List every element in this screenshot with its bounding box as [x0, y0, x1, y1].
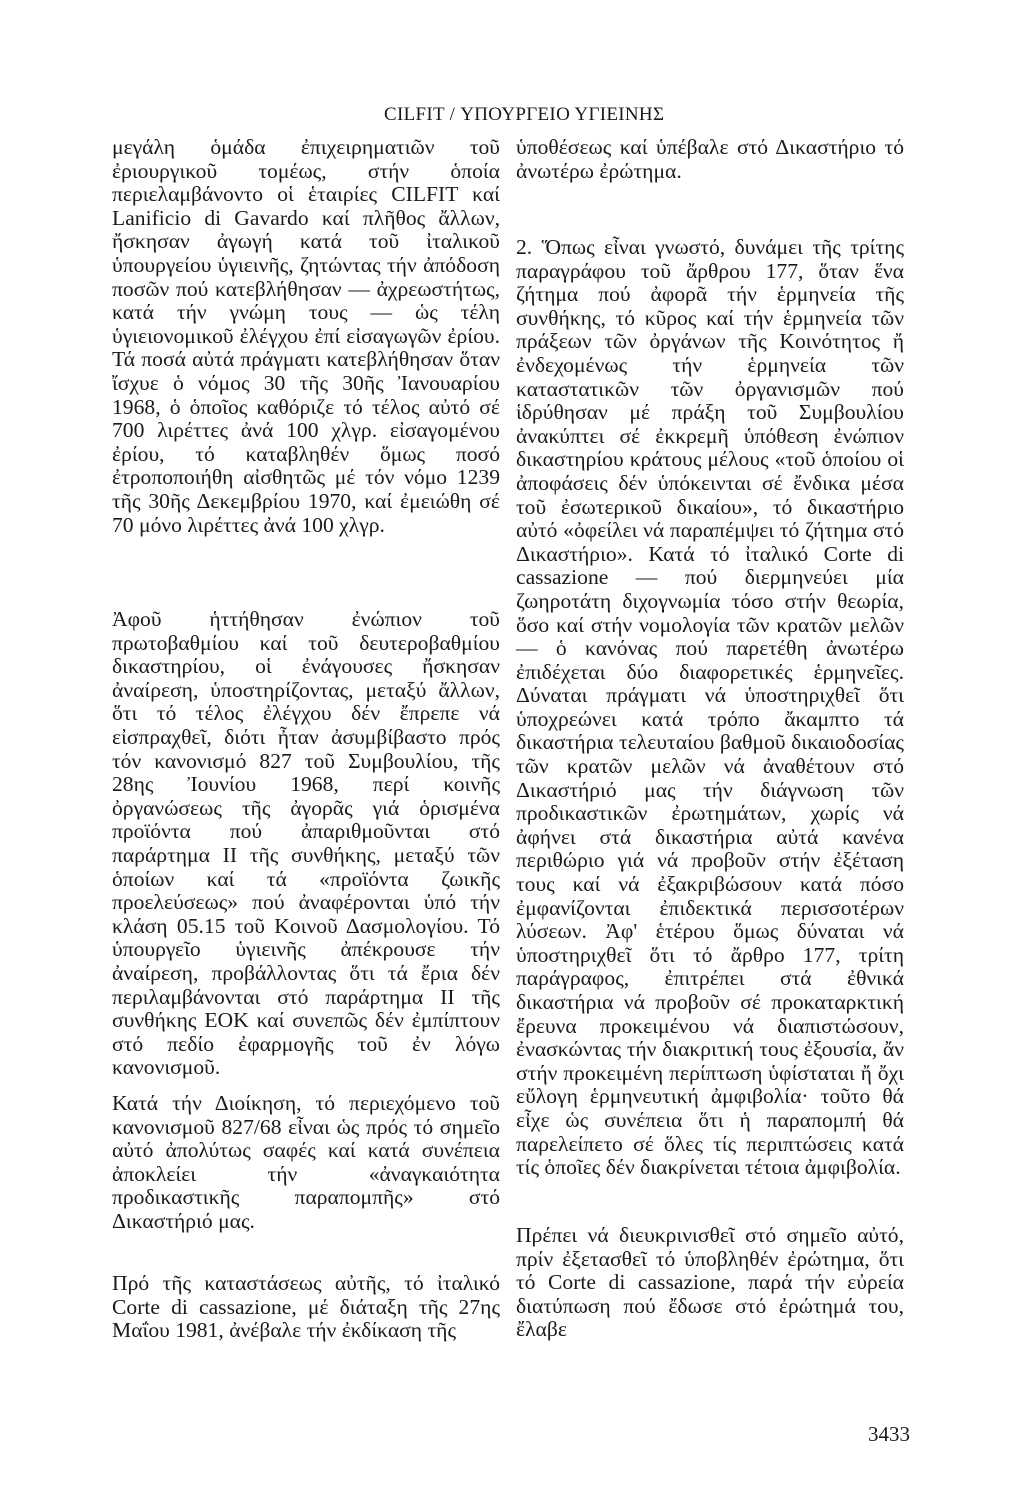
running-head: CILFIT / ΥΠΟΥΡΓΕΙΟ ΥΓΙΕΙΝΗΣ	[384, 104, 665, 125]
paragraph	[516, 1224, 904, 1342]
paragraph-text: Κατά τήν Διοίκηση, τό περιεχόμενο τοῦ κανονισμοῦ 827/68 εἶναι ὡς πρός τό σημεῖο αὐτό ἀπολύτως σαφές καί κατά συνέπεια ἀποκλείει τήν «ἀναγκαιότητα προδικαστικῆς παραπομπῆς» στό Δικαστήριό μας.	[112, 1091, 500, 1233]
page-number: 3433	[868, 1422, 910, 1446]
paragraph	[516, 236, 904, 1180]
paragraph-text: ὑποθέσεως καί ὑπέβαλε στό Δικαστήριο τό ἀνωτέρω ἐρώτημα.	[516, 135, 904, 183]
paragraph	[112, 1092, 500, 1234]
paragraph-text: Πρό τῆς καταστάσεως αὐτῆς, τό ἰταλικό Corte di cassazione, μέ διάταξη τῆς 27ης Μαΐου 1981, ἀνέβαλε τήν ἐκδίκαση τῆς	[112, 1271, 500, 1343]
paragraph	[112, 608, 500, 1080]
paragraph-text: 2. Ὅπως εἶναι γνωστό, δυνάμει τῆς τρίτης παραγράφου τοῦ ἄρθρου 177, ὅταν ἕνα ζήτημα πού ἀφορᾶ τήν ἑρμηνεία τῆς συνθήκης, τό κῦρος καί τήν ἑρμηνεία τῶν πράξεων τῶν ὀργάνων τῆς Κοινότητος ἤ ἐνδεχομένως τήν ἑρμηνεία τῶν καταστατικῶν τῶν ὀργανισμῶν πού ἱδρύθησαν μέ πράξη τοῦ Συμβουλίου ἀνακύπτει σέ ἐκκρεμῆ ὑπόθεση ἐνώπιον δικαστηρίου κράτους μέλους «τοῦ ὁποίου οἱ ἀποφάσεις δέν ὑπόκεινται σέ ἔνδικα μέσα τοῦ ἐσωτερικοῦ δικαίου», τό δικαστήριο αὐτό «ὀφείλει νά παραπέμψει τό ζήτημα στό Δικαστήριο». Κατά τό ἰταλικό Corte di cassazione — πού διερμηνεύει μία ζωηροτάτη διχογνωμία τόσο στήν θεωρία, ὅσο καί στήν νομολογία τῶν κρατῶν μελῶν — ὁ κανόνας πού παρετέθη ἀνωτέρω ἐπιδέχεται δύο διαφορετικές ἑρμηνεῖες. Δύναται πράγματι νά ὑποστηριχθεῖ ὅτι ὑποχρεώνει κατά τρόπο ἄκαμπτο τά δικαστήρια τελευταίου βαθμοῦ δικαιοδοσίας τῶν κρατῶν μελῶν νά ἀναθέτουν στό Δικαστήριό μας τήν διάγνωση τῶν προδικαστικῶν ἐρωτημάτων, χωρίς νά ἀφήνει στά δικαστήρια αὐτά κανένα περιθώριο γιά νά προβοῦν στήν ἐξέταση τους καί νά ἐξακριβώσουν κατά πόσο ἐμφανίζονται ἐπιδεκτικά περισσοτέρων λύσεων. Ἀφ' ἑτέρου ὅμως δύναται νά ὑποστηριχθεῖ ὅτι τό ἄρθρο 177, τρίτη παράγραφος, ἐπιτρέπει στά ἐθνικά δικαστήρια νά προβοῦν σέ προκαταρκτική ἔρευνα προκειμένου νά διαπιστώσουν, ἐνασκώντας τήν διακριτική τους ἐξουσία, ἄν στήν προκειμένη περίπτωση ὑφίσταται ἤ ὄχι εὔλογη ἑρμηνευτική ἀμφιβολία· τοῦτο θά εἶχε ὡς συνέπεια ὅτι ἡ παραπομπή θά παρελείπετο σέ ὅλες τίς περιπτώσεις κατά τίς ὁποῖες δέν διακρίνεται τέτοια ἀμφιβολία.	[516, 235, 904, 1180]
paragraph	[516, 136, 904, 183]
paragraph-text: μεγάλη ὁμάδα ἐπιχειρηματιῶν τοῦ ἐριουργικοῦ τομέως, στήν ὁποία περιελαμβάνοντο οἱ ἑταιρίες CILFIT καί Lanificio di Gavardo καί πλῆθος ἄλλων, ἤσκησαν ἀγωγή κατά τοῦ ἰταλικοῦ ὑπουργείου ὑγιεινῆς, ζητώντας τήν ἀπόδοση ποσῶν πού κατεβλήθησαν — ἀχρεωστήτως, κατά τήν γνώμη τους — ὡς τέλη ὑγιειονομικοῦ ἐλέγχου ἐπί εἰσαγωγῶν ἐρίου. Τά ποσά αὐτά πράγματι κατεβλήθησαν ὅταν ἴσχυε ὁ νόμος 30 τῆς 30ῆς Ἰανουαρίου 1968, ὁ ὁποῖος καθόριζε τό τέλος αὐτό σέ 700 λιρέττες ἀνά 100 χλγρ. εἰσαγομένου ἐρίου, τό καταβληθέν ὅμως ποσό ἐτροποποιήθη αἰσθητῶς μέ τόν νόμο 1239 τῆς 30ῆς Δεκεμβρίου 1970, καί ἐμειώθη σέ 70 μόνο λιρέττες ἀνά 100 χλγρ.	[112, 135, 500, 537]
paragraph-text: Πρέπει νά διευκρινισθεῖ στό σημεῖο αὐτό, πρίν ἐξετασθεῖ τό ὑποβληθέν ἐρώτημα, ὅτι τό Corte di cassazione, παρά τήν εὐρεία διατύπωση πού ἔδωσε στό ἐρώτημά του, ἔλαβε	[516, 1223, 904, 1342]
paragraph	[112, 1272, 500, 1343]
paragraph-text: Ἀφοῦ ἡττήθησαν ἐνώπιον τοῦ πρωτοβαθμίου καί τοῦ δευτεροβαθμίου δικαστηρίου, οἱ ἐνάγουσες ἤσκησαν ἀναίρεση, ὑποστηρίζοντας, μεταξύ ἄλλων, ὅτι τό τέλος ἐλέγχου δέν ἔπρεπε νά εἰσπραχθεῖ, διότι ἦταν ἀσυμβίβαστο πρός τόν κανονισμό 827 τοῦ Συμβουλίου, τῆς 28ης Ἰουνίου 1968, περί κοινῆς ὀργανώσεως τῆς ἀγορᾶς γιά ὁρισμένα προϊόντα πού ἀπαριθμοῦνται στό παράρτημα II τῆς συνθήκης, μεταξύ τῶν ὁποίων καί τά «προϊόντα ζωικῆς προελεύσεως» πού ἀναφέρονται ὑπό τήν κλάση 05.15 τοῦ Κοινοῦ Δασμολογίου. Τό ὑπουργεῖο ὑγιεινῆς ἀπέκρουσε τήν ἀναίρεση, προβάλλοντας ὅτι τά ἔρια δέν περιλαμβάνονται στό παράρτημα II τῆς συνθήκης ΕΟΚ καί συνεπῶς δέν ἐμπίπτουν στό πεδίο ἐφαρμογῆς τοῦ ἐν λόγω κανονισμοῦ.	[112, 607, 500, 1080]
paragraph	[112, 136, 500, 537]
